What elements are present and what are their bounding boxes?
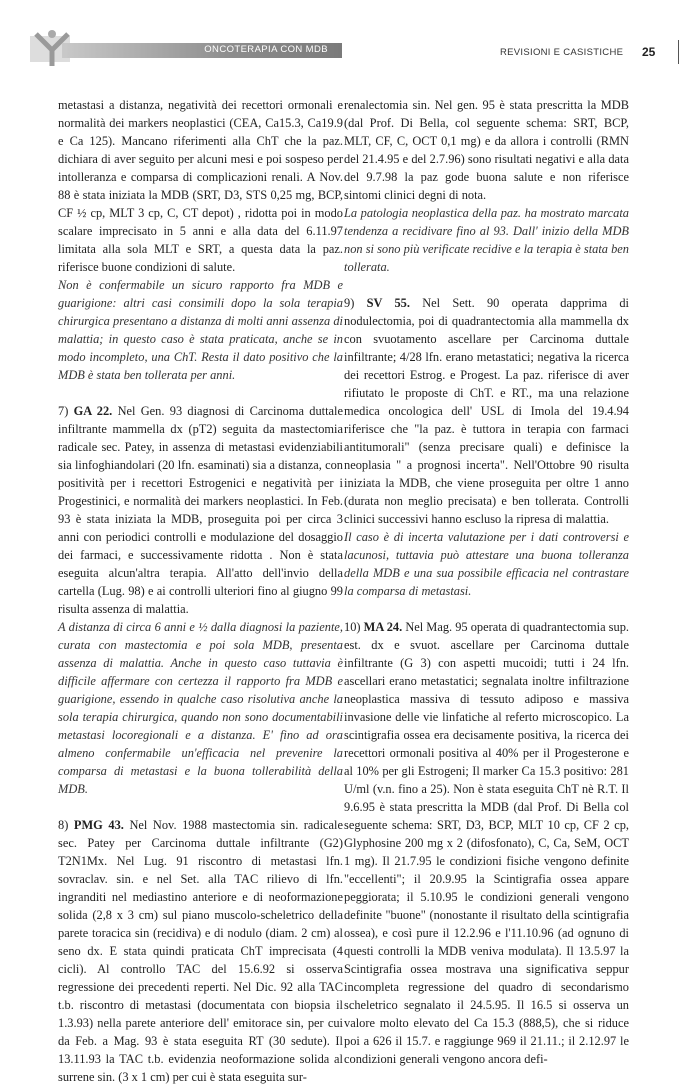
case-id: SV 55.	[366, 296, 410, 310]
body-paragraph: renalectomia sin. Nel gen. 95 è stata prescritta la MDB (dal Prof. Di Bella, col seguente schema: SRT, BCP, MLT, CF, C, OCT 0,1 mg) e da allora i controlli (RMN del 21.4.95 e del 2.7.96) sono risultati negativi e alla data del 9.7.98 la paz gode buona salute e non riferisce sintomi clinici degni di nota.	[344, 98, 629, 202]
journal-section-label: ONCOTERAPIA CON MDB	[204, 44, 328, 55]
case-paragraph	[58, 816, 343, 1086]
header-band	[62, 43, 342, 58]
header-divider	[678, 40, 679, 64]
case-text: Nel Gen. 93 diagnosi di Carcinoma duttale infiltrante mammella dx (pT2) seguita da mastectomia radicale sec. Patey, in assenza di metastasi evidenziabili sia linfoghiandolari (20 lfn. esaminati) sia a distanza, con positività per i recettori Estrogenici e negatività per i Progestinici, e normalità dei markers neoplastici. In Feb. 93 è stata iniziata la MDB, proseguita poi per circa 3 anni con periodici controlli e modulazione del dosaggio dei farmaci, e successivamente ridotta . Non è stata eseguita alcun'altra terapia. All'atto dell'invio della cartella (Lug. 98) e ai controlli ulteriori fino al giugno 99 risulta assenza di malattia.	[58, 404, 343, 616]
case-paragraph	[344, 618, 629, 1068]
section-title: REVISIONI E CASISTICHE	[500, 47, 624, 58]
case-number: 10)	[344, 620, 361, 634]
commentary-paragraph: La patologia neoplastica della paz. ha mostrato marcata tendenza a recidivare fino al 93. Dall' inizio della MDB non si sono più verificate recidive e la terapia è stata ben tollerata.	[344, 206, 629, 274]
commentary-paragraph: Non è confermabile un sicuro rapporto fra MDB e guarigione: altri casi consimili dopo la sola terapia chirurgica presentano a distanza di molti anni assenza di malattia; in questo caso è stata praticata, anche se in modo incompleto, una ChT. Resta il dato positivo che la MDB è stata ben tollerata per anni.	[58, 278, 343, 382]
commentary-paragraph: A distanza di circa 6 anni e ½ dalla diagnosi la paziente, curata con mastectomia e poi sola MDB, presenta assenza di malattia. Anche in questo caso tuttavia è difficile affermare con certezza il rapporto fra MDB e guarigione, essendo in qualche caso risolutiva anche la sola terapia chirurgica, quando non sono documentabili metastasi locoregionali e a distanza. E' fino ad ora almeno confermabile un'efficacia nel prevenire la comparsa di metastasi e la buona tollerabilità della MDB.	[58, 620, 343, 796]
commentary-paragraph: Il caso è di incerta valutazione per i dati controversi e lacunosi, tuttavia può attestare una buona tolleranza della MDB e una sua possibile efficacia nel contrastare la comparsa di metastasi.	[344, 530, 629, 598]
case-paragraph	[58, 402, 343, 618]
case-paragraph	[344, 294, 629, 528]
case-number: 8)	[58, 818, 69, 832]
left-column	[58, 96, 343, 1086]
case-text: Nel Mag. 95 operata di quadrantectomia sup. est. dx e svuot. ascellare per Carcinoma duttale infiltrante (G 3) con aspetti mucoidi; tutti i 24 lfn. ascellari erano metastatici; segnalata inoltre infiltrazione neoplastica massiva di tessuto adiposo e massiva invasione delle vie linfatiche al referto microscopico. La scintigrafia ossea era decisamente positiva, la ricerca dei recettori ormonali positiva al 40% per il Progesterone e al 10% per gli Estrogeni; Il marker Ca 15.3 positivo: 281 U/ml (v.n. fino a 25). Non è stata eseguita ChT nè R.T. Il 9.6.95 è stata prescritta la MDB (dal Prof. Di Bella col seguente schema: SRT, D3, BCP, MLT 10 cp, CF 2 cp, Glyphosine 200 mg x 2 (difosfonato), C, Ca, SeM, OCT 1 mg). Il 21.7.95 le condizioni fisiche vengono definite "eccellenti"; il 20.9.95 la Scintigrafia ossea appare peggiorata; il 5.10.95 le condizioni generali vengono definite "buone" (nonostante il risultato della scintigrafia ossea), e così pure il 12.2.96 e l'11.10.96 (ad ognuno di questi controlli la MDB veniva modulata). Il 13.5.97 la Scintigrafia ossea mostrava una significativa seppur incompleta regressione del quadro di secondarismo scheletrico segnalato il 24.5.95. Il 16.5 si osserva un valore molto elevato del Ca 15.3 (888,5), che si riduce poi a 626 il 15.7. e raggiunge 969 il 21.11.; il 2.12.97 le condizioni generali vengono ancora defi-	[344, 620, 629, 1066]
page-number: 25	[642, 45, 656, 59]
case-number: 9)	[344, 296, 355, 310]
case-id: MA 24.	[363, 620, 403, 634]
page-header	[0, 30, 681, 66]
case-id: GA 22.	[73, 404, 113, 418]
case-id: PMG 43.	[73, 818, 124, 832]
right-column	[344, 96, 629, 1068]
case-text: Nel Sett. 90 operata dapprima di nodulectomia, poi di quadrantectomia alla mammella dx con svuotamento ascellare per Carcinoma duttale infiltrante; 4/28 lfn. erano metastatici; negativa la ricerca dei recettori Estrog. e Progest. La paz. riferisce di aver rifiutato le proposte di ChT. e RT., ma una relazione medica oncologica dell' USL di Imola del 19.4.94 riferisce che "la paz. è tuttora in terapia con farmaci antitumorali" (senza precisare quali) e definisce la neoplasia " a prognosi incerta". Nell'Ottobre 90 risulta iniziata la MDB, che viene proseguita per oltre 1 anno (durata non meglio precisata) e ben tollerata. Controlli clinici successivi hanno escluso la ripresa di malattia.	[344, 296, 629, 526]
body-paragraph: metastasi a distanza, negatività dei recettori ormonali e normalità dei markers neoplastici (CEA, Ca15.3, Ca19.9 e Ca 125). Mancano riferimenti alla ChT che la paz. dichiara di aver seguito per alcuni mesi e poi sospeso per intolleranza e comparsa di complicazioni renali. A Nov. 88 è stata iniziata la MDB (SRT, D3, STS 0,25 mg, BCP, CF ½ cp, MLT 3 cp, C, CT depot) , ridotta poi in modo scalare imprecisato in 5 anni e alla data del 6.11.97 limitata alla sola MLT e SRT, a questa data la paz. riferisce buone condizioni di salute.	[58, 98, 343, 274]
case-text: Nel Nov. 1988 mastectomia sin. radicale sec. Patey per Carcinoma duttale infiltrante (G2) T2N1Mx. Nel Lug. 91 riscontro di metastasi lfn. sovraclav. sin. e nel Set. alla TAC rilievo di lfn. ingranditi nel mediastino anteriore e di neoformazione solida (2,8 x 3 cm) sul piano muscolo-scheletrico della parete toracica sin (recidiva) e di nodulo (diam. 2 cm) al seno dx. E stata quindi praticata ChT imprecisata (4 cicli). Al controllo TAC del 15.6.92 si osserva regressione dei precedenti reperti. Nel Dic. 92 alla TAC t.b. riscontro di metastasi (documentata con biopsia il 1.3.93) nella parete anteriore dell' emitorace sin, per cui da Feb. a Mag. 93 è stata eseguita RT (30 sedute). Il 13.11.93 la TAC t.b. evidenzia neoformazione solida al surrene sin. (3 x 1 cm) per cui è stata eseguita sur-	[58, 818, 343, 1084]
case-number: 7)	[58, 404, 69, 418]
